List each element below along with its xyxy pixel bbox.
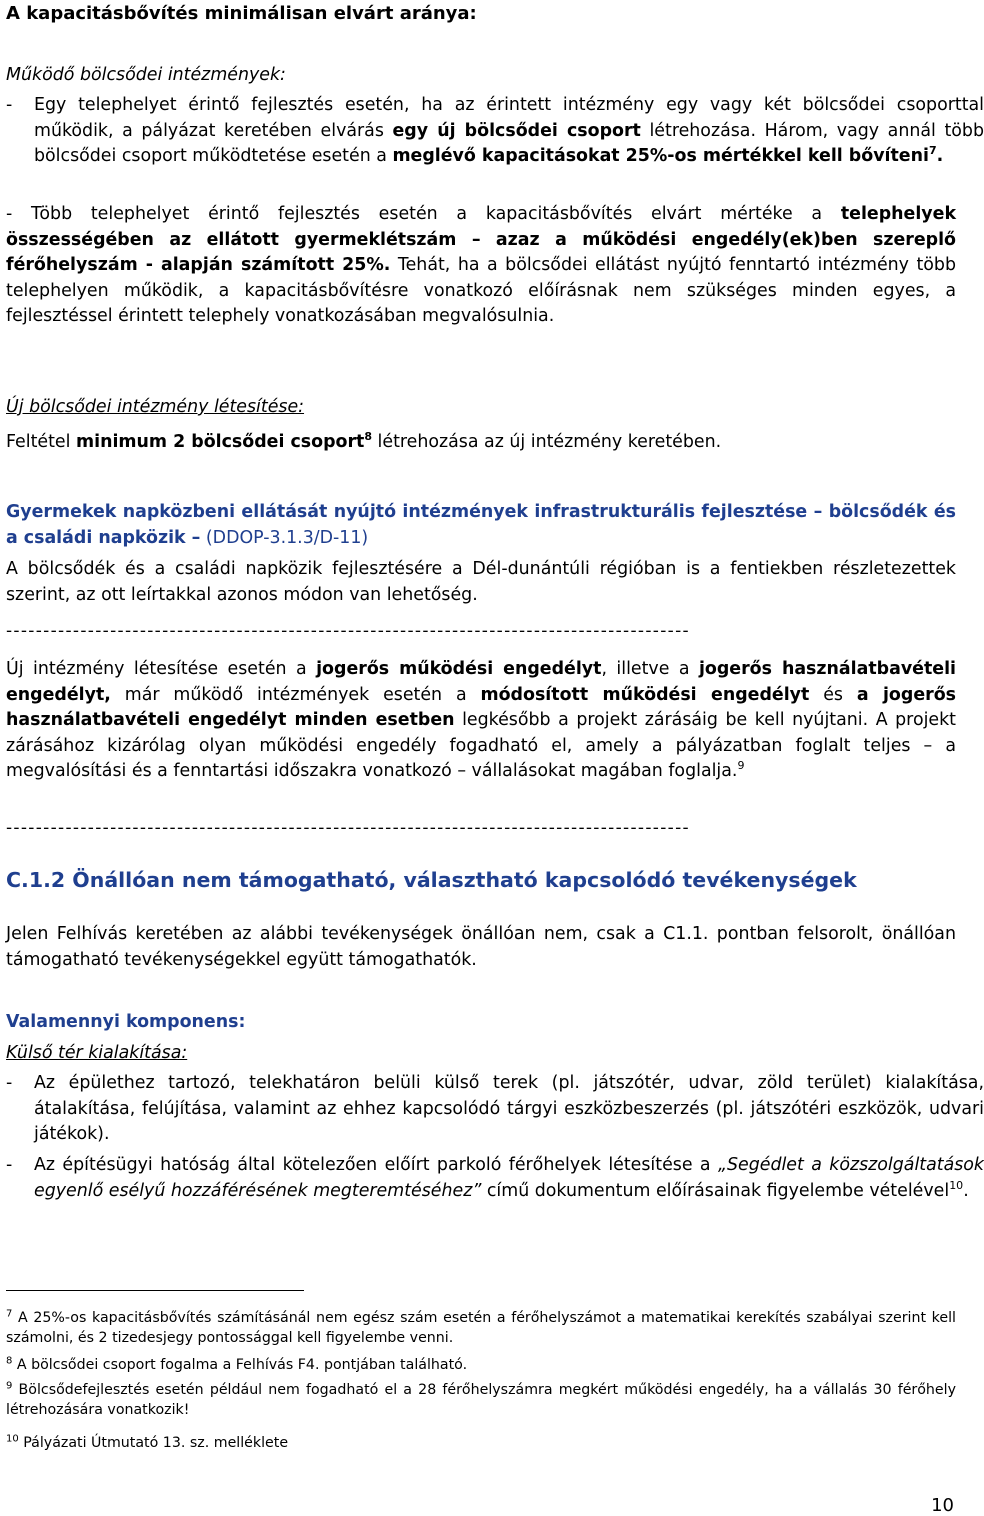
bullet-dash: - xyxy=(6,1155,13,1175)
footnote-10 xyxy=(6,1433,956,1453)
operating-institutions-label: Működő bölcsődei intézmények: xyxy=(6,65,286,85)
footnote-text: Pályázati Útmutató 13. sz. melléklete xyxy=(18,1435,289,1451)
permit-text: legkésőbb a projekt zárásáig be kell nyújtani. A projekt zárásához kizárólag olyan működési engedély fogadható el, amely a pályázatban foglalt teljes – a megvalósítási és a fenntartási időszakra vonatkozó – vállalásokat magában foglalja. xyxy=(6,710,957,781)
program-heading xyxy=(6,500,956,551)
condition-text: Feltétel xyxy=(6,432,76,452)
permit-bold: jogerős működési engedélyt xyxy=(316,659,602,679)
separator-line: -------------------------------------------------------------------------------------------- xyxy=(6,621,690,641)
footnote-ref[interactable]: 10 xyxy=(949,1178,964,1192)
bullet-text: . xyxy=(963,1180,969,1201)
condition-paragraph xyxy=(6,430,956,456)
condition-bold: minimum 2 bölcsődei csoport xyxy=(75,432,365,452)
footnote-text: A 25%-os kapacitásbővítés számításánál nem egész szám esetén a férőhelyszámot a matematikai kerekítés szabályai szerint kell számolni, és 2 tizedesjegy pontossággal kell figyelembe venni. xyxy=(6,1310,956,1346)
bullet-multi-site xyxy=(6,202,956,330)
bullet-dash: - xyxy=(6,1073,13,1093)
permit-text: már működő intézmények esetén a xyxy=(110,684,481,705)
bullet-bold: egy új bölcsődei csoport xyxy=(392,120,641,141)
bullet-text: Egy telephelyet érintő fejlesztés esetén, ha az érintett intézmény egy vagy két bölcsődei csoporttal működik, a pályázat keretében elvárás xyxy=(34,95,984,141)
footnote-number: 7 xyxy=(6,1308,13,1320)
permit-bold: a jogerős használatbavételi engedélyt minden esetben xyxy=(6,684,957,730)
footnote-number: 10 xyxy=(6,1433,19,1445)
permit-text: és xyxy=(809,684,857,705)
permit-text: Új intézmény létesítése esetén a xyxy=(6,659,317,679)
permit-text: , illetve a xyxy=(601,659,699,679)
separator-line: -------------------------------------------------------------------------------------------- xyxy=(6,818,690,838)
permit-bold: módosított működési engedélyt xyxy=(480,684,810,705)
bullet-bold: meglévő kapacitásokat 25%-os mértékkel kell bővíteni xyxy=(392,146,929,166)
new-institution-label: Új bölcsődei intézmény létesítése: xyxy=(6,397,305,417)
footnote-ref[interactable]: 7 xyxy=(928,144,937,158)
regional-paragraph: A bölcsődék és a családi napközik fejlesztésére a Dél-dunántúli régióban is a fentiekben részletezettek szerint, az ott leírtakkal azonos módon van lehetőség. xyxy=(6,559,956,605)
section-title: Önállóan nem támogatható, választható kapcsolódó tevékenységek xyxy=(72,868,857,892)
bullet-text: Több telephelyet érintő fejlesztés esetén a kapacitásbővítés elvárt mértéke a xyxy=(31,204,841,224)
bullet-text: Tehát, ha a bölcsődei ellátást nyújtó fenntartó intézmény több telephelyen működik, a kapacitásbővítésre vonatkozó előírásnak nem szükséges minden egyes, a fejlesztéssel érintett telephely vonatkozásában megvalósulnia. xyxy=(6,255,956,326)
section-heading xyxy=(6,868,956,892)
bullet-outdoor xyxy=(6,1071,984,1148)
footnote-7 xyxy=(6,1308,956,1348)
section-number: C.1.2 xyxy=(6,868,66,892)
program-heading-bold: Gyermekek napközbeni ellátását nyújtó intézmények infrastrukturális fejlesztése – bölcsődék és a családi napközik – xyxy=(6,502,956,548)
footnote-text: A bölcsődei csoport fogalma a Felhívás F4. pontjában található. xyxy=(12,1357,468,1373)
footnote-8 xyxy=(6,1355,956,1375)
footnote-ref[interactable]: 9 xyxy=(737,759,745,773)
footnote-number: 8 xyxy=(6,1355,13,1367)
condition-text: létrehozása az új intézmény keretében. xyxy=(372,432,722,452)
section-paragraph: Jelen Felhívás keretében az alábbi tevékenységek önállóan nem, csak a C1.1. pontban felsorolt, önállóan támogatható tevékenységekkel együtt támogathatók. xyxy=(6,924,956,970)
program-code: (DDOP-3.1.3/D-11) xyxy=(200,527,369,548)
bullet-bold: telephelyek összességében az ellátott gyermeklétszám – azaz a működési engedély(ek)ben szereplő férőhelyszám - alapján számított 25%. xyxy=(6,204,957,275)
bullet-parking xyxy=(6,1153,984,1204)
footnote-number: 9 xyxy=(6,1380,13,1392)
permit-bold: jogerős használatbavételi engedélyt, xyxy=(6,659,957,705)
bullet-text: Az épülethez tartozó, telekhatáron belüli külső terek (pl. játszótér, udvar, zöld terület) kialakítása, átalakítása, felújítása, valamint az ehhez kapcsolódó tárgyi eszközbeszerzés (pl. játszótéri eszközök, udvari játékok). xyxy=(34,1073,984,1144)
bullet-dash: - xyxy=(6,95,13,115)
bullet-italic: „Segédlet a közszolgáltatások egyenlő esélyű hozzáférésének megteremtéséhez” xyxy=(34,1155,984,1201)
bullet-single-site xyxy=(6,93,984,170)
footnote-9 xyxy=(6,1380,956,1420)
all-components-label: Valamennyi komponens: xyxy=(6,1012,246,1032)
permit-paragraph xyxy=(6,657,956,785)
footnote-text: Bölcsődefejlesztés esetén például nem fogadható el a 28 férőhelyszámra megkért működési engedély, ha a vállalás 30 férőhely létrehozására vonatkozik! xyxy=(6,1382,956,1418)
page-number: 10 xyxy=(931,1495,954,1516)
capacity-heading: A kapacitásbővítés minimálisan elvárt aránya: xyxy=(6,3,477,24)
outdoor-label: Külső tér kialakítása: xyxy=(6,1043,188,1063)
bullet-text: Az építésügyi hatóság által kötelezően előírt parkoló férőhelyek létesítése a xyxy=(34,1155,718,1175)
footnote-ref[interactable]: 8 xyxy=(364,430,373,444)
bullet-text: . xyxy=(936,146,944,166)
bullet-dash: - xyxy=(6,204,13,224)
footnote-rule xyxy=(6,1290,304,1291)
bullet-text: című dokumentum előírásainak figyelembe vételével xyxy=(481,1180,950,1201)
bullet-text: létrehozása. Három, vagy annál több bölcsődei csoport működtetése esetén a xyxy=(34,120,984,166)
